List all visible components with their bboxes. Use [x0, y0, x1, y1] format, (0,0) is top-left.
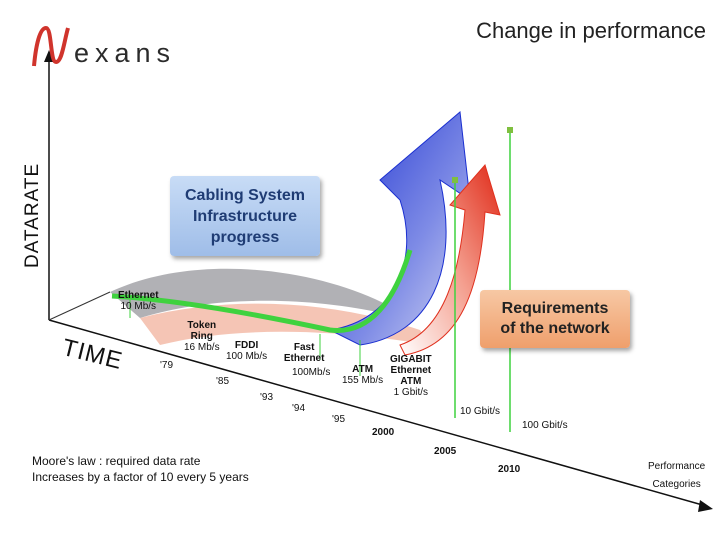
label-fddi: [226, 340, 267, 362]
page-title: Change in performance: [476, 18, 706, 43]
fddi-rate: 100 Mb/s: [226, 351, 268, 362]
performance-categories-label: [648, 458, 705, 494]
label-gigabit: [390, 354, 432, 398]
label-ethernet: [118, 290, 159, 312]
fddi-name: FDDI: [234, 340, 259, 351]
label-token-ring: [184, 320, 220, 353]
marker-100g: [507, 127, 513, 133]
requirements-line2: of the network: [500, 320, 610, 337]
year-2005: 2005: [434, 446, 457, 457]
token-ring-name2: Ring: [190, 331, 213, 342]
cabling-line1: Cabling System: [184, 186, 306, 204]
atm-name: ATM: [352, 364, 374, 375]
atm-rate: 155 Mb/s: [342, 375, 384, 386]
gigabit-rate: 1 Gbit/s: [393, 387, 429, 398]
label-fast-ethernet: [278, 342, 330, 378]
year-93: '93: [260, 392, 274, 403]
performance-categories-line2: Categories: [652, 479, 701, 490]
ethernet-rate: 10 Mb/s: [120, 301, 157, 312]
year-79: '79: [160, 360, 174, 371]
gigabit-name1: GIGABIT: [390, 354, 432, 365]
fast-ethernet-name1: Fast: [293, 342, 315, 353]
cabling-line3: progress: [210, 228, 280, 246]
fast-ethernet-rate: 100Mb/s: [292, 367, 331, 378]
token-ring-name1: Token: [187, 320, 217, 331]
year-2010: 2010: [498, 464, 521, 475]
year-85: '85: [216, 376, 230, 387]
ethernet-name: Ethernet: [118, 290, 159, 301]
label-atm: [342, 364, 383, 386]
nexans-logo: [30, 24, 72, 73]
gigabit-name2: Ethernet: [390, 365, 432, 376]
axis-base-edge: [49, 292, 110, 320]
year-2000: 2000: [372, 427, 395, 438]
logo-n-icon: [30, 24, 72, 68]
moores-law-line2: Increases by a factor of 10 every 5 years: [32, 470, 249, 484]
cabling-line2: Infrastructure: [192, 207, 298, 225]
moores-law-line1: Moore's law : required data rate: [32, 454, 201, 468]
requirements-line1: Requirements: [501, 300, 609, 317]
year-94: '94: [292, 403, 306, 414]
requirements-box: [480, 290, 630, 348]
cabling-system-box: [170, 176, 320, 256]
label-100gbit: 100 Gbit/s: [522, 420, 568, 431]
year-95: '95: [332, 414, 346, 425]
gigabit-name3: ATM: [400, 376, 422, 387]
token-ring-rate: 16 Mb/s: [184, 342, 220, 353]
marker-10g: [452, 177, 458, 183]
fast-ethernet-name2: Ethernet: [283, 353, 325, 364]
performance-categories-line1: Performance: [648, 461, 706, 472]
x-axis-label: TIME: [59, 334, 126, 376]
logo-text: exans: [74, 38, 177, 68]
moores-law-note: [32, 453, 249, 485]
x-axis-arrowhead: [698, 500, 713, 512]
y-axis-label: DATARATE: [22, 162, 43, 268]
label-10gbit: 10 Gbit/s: [460, 406, 501, 417]
